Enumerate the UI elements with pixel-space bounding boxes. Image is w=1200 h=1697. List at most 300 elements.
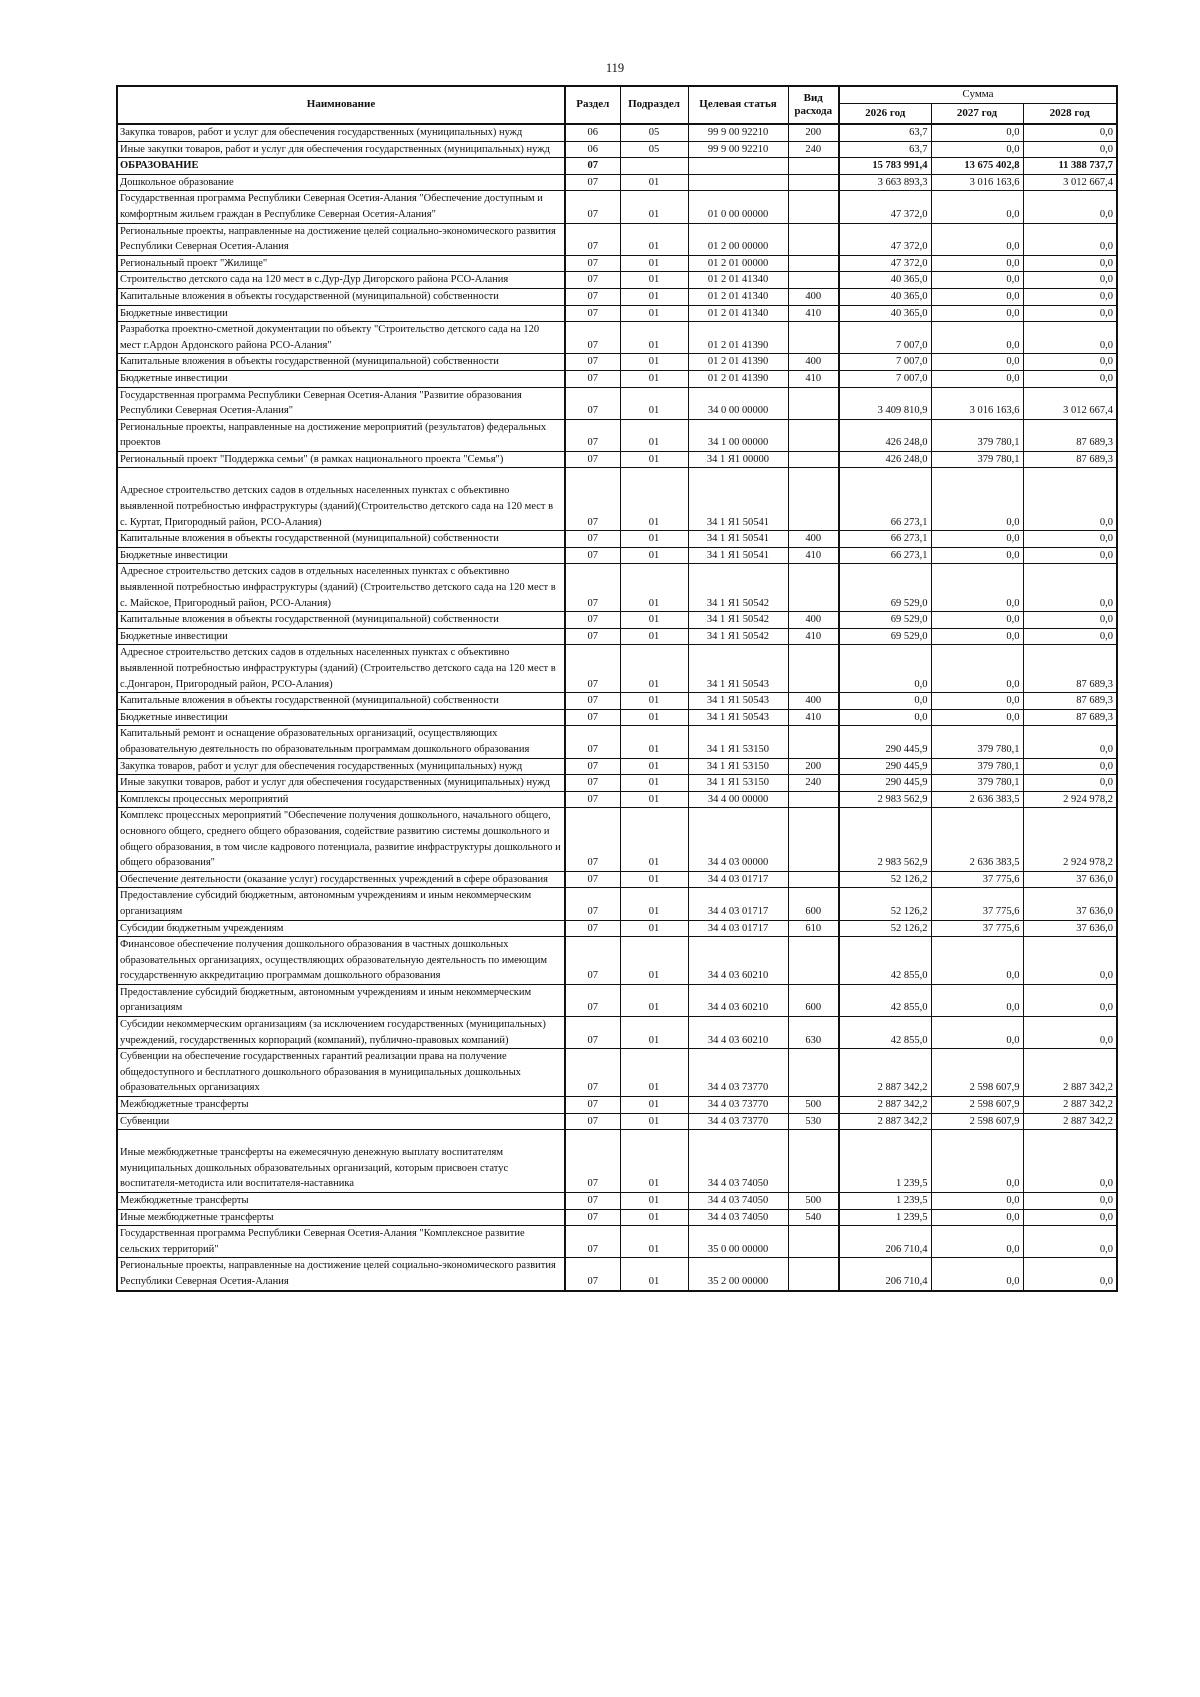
table-row: [117, 564, 1117, 612]
row-podrazdel: 01: [620, 255, 688, 272]
row-sum-2028: 0,0: [1023, 255, 1117, 272]
row-razdel: 07: [565, 387, 620, 419]
budget-table: [116, 85, 1118, 1292]
table-row: [117, 758, 1117, 775]
row-celevaya-statya: 34 1 Я1 53150: [688, 726, 788, 758]
row-vid-raskhoda: [788, 174, 839, 191]
row-sum-2026: 206 710,4: [839, 1258, 931, 1291]
table-row: [117, 288, 1117, 305]
table-row: [117, 1209, 1117, 1226]
row-podrazdel: 01: [620, 1193, 688, 1210]
row-celevaya-statya: 34 4 03 01717: [688, 888, 788, 920]
row-sum-2027: 0,0: [931, 370, 1023, 387]
row-razdel: 07: [565, 726, 620, 758]
row-name: Региональные проекты, направленные на достижение мероприятий (результатов) федеральных проектов: [117, 419, 565, 451]
row-sum-2028: 2 924 978,2: [1023, 791, 1117, 808]
row-celevaya-statya: 34 1 Я1 50542: [688, 628, 788, 645]
row-sum-2027: 0,0: [931, 288, 1023, 305]
table-row: [117, 808, 1117, 871]
row-sum-2028: 87 689,3: [1023, 709, 1117, 726]
table-row: [117, 871, 1117, 888]
row-celevaya-statya: 34 4 03 60210: [688, 1017, 788, 1049]
table-row: [117, 645, 1117, 693]
row-celevaya-statya: 34 1 Я1 50543: [688, 645, 788, 693]
row-sum-2026: 15 783 991,4: [839, 158, 931, 175]
row-name: Комплексы процессных мероприятий: [117, 791, 565, 808]
row-podrazdel: 01: [620, 272, 688, 289]
row-name: ОБРАЗОВАНИЕ: [117, 158, 565, 175]
table-row: [117, 920, 1117, 937]
row-name: Субсидии бюджетным учреждениям: [117, 920, 565, 937]
row-sum-2028: 0,0: [1023, 322, 1117, 354]
row-celevaya-statya: 99 9 00 92210: [688, 141, 788, 158]
row-sum-2028: 3 012 667,4: [1023, 174, 1117, 191]
row-sum-2026: 66 273,1: [839, 547, 931, 564]
row-vid-raskhoda: 530: [788, 1113, 839, 1130]
table-row: [117, 158, 1117, 175]
row-celevaya-statya: 35 0 00 00000: [688, 1226, 788, 1258]
row-vid-raskhoda: 410: [788, 628, 839, 645]
row-vid-raskhoda: 410: [788, 709, 839, 726]
row-podrazdel: 01: [620, 288, 688, 305]
row-celevaya-statya: 34 4 03 00000: [688, 808, 788, 871]
table-row: [117, 628, 1117, 645]
row-sum-2026: 52 126,2: [839, 871, 931, 888]
row-vid-raskhoda: [788, 223, 839, 255]
row-podrazdel: 01: [620, 354, 688, 371]
row-razdel: 07: [565, 531, 620, 548]
row-celevaya-statya: 01 2 01 41390: [688, 370, 788, 387]
row-vid-raskhoda: [788, 564, 839, 612]
row-podrazdel: 01: [620, 1130, 688, 1193]
row-sum-2026: 1 239,5: [839, 1193, 931, 1210]
row-vid-raskhoda: 610: [788, 920, 839, 937]
row-sum-2027: 2 598 607,9: [931, 1113, 1023, 1130]
row-podrazdel: 01: [620, 1226, 688, 1258]
row-vid-raskhoda: 200: [788, 124, 839, 141]
row-name: Региональный проект "Жилище": [117, 255, 565, 272]
table-row: [117, 223, 1117, 255]
row-razdel: 07: [565, 920, 620, 937]
table-row: [117, 612, 1117, 629]
table-row: [117, 419, 1117, 451]
row-sum-2027: 0,0: [931, 354, 1023, 371]
row-razdel: 07: [565, 1226, 620, 1258]
table-row: [117, 531, 1117, 548]
row-razdel: 07: [565, 354, 620, 371]
row-sum-2028: 37 636,0: [1023, 871, 1117, 888]
row-sum-2028: 87 689,3: [1023, 693, 1117, 710]
row-podrazdel: 01: [620, 775, 688, 792]
row-podrazdel: 01: [620, 370, 688, 387]
row-razdel: 07: [565, 322, 620, 354]
row-vid-raskhoda: [788, 871, 839, 888]
row-razdel: 07: [565, 628, 620, 645]
row-vid-raskhoda: [788, 1258, 839, 1291]
table-row: [117, 1193, 1117, 1210]
row-razdel: 07: [565, 547, 620, 564]
row-sum-2026: 2 887 342,2: [839, 1097, 931, 1114]
row-vid-raskhoda: 410: [788, 305, 839, 322]
table-row: [117, 726, 1117, 758]
page-number: 119: [605, 61, 625, 75]
row-sum-2027: 2 598 607,9: [931, 1049, 1023, 1097]
row-sum-2028: 0,0: [1023, 531, 1117, 548]
row-podrazdel: 01: [620, 791, 688, 808]
row-podrazdel: 01: [620, 305, 688, 322]
row-sum-2027: 0,0: [931, 124, 1023, 141]
row-vid-raskhoda: 500: [788, 1097, 839, 1114]
header-year-2026: 2026 год: [839, 104, 931, 125]
row-sum-2028: 87 689,3: [1023, 451, 1117, 468]
row-podrazdel: 01: [620, 871, 688, 888]
row-celevaya-statya: 34 1 Я1 50541: [688, 468, 788, 531]
row-vid-raskhoda: 400: [788, 531, 839, 548]
row-celevaya-statya: 35 2 00 00000: [688, 1258, 788, 1291]
row-razdel: 07: [565, 191, 620, 223]
row-podrazdel: 01: [620, 387, 688, 419]
row-sum-2026: 66 273,1: [839, 531, 931, 548]
row-sum-2027: 0,0: [931, 191, 1023, 223]
row-sum-2027: 0,0: [931, 141, 1023, 158]
row-sum-2028: 11 388 737,7: [1023, 158, 1117, 175]
row-celevaya-statya: 34 1 Я1 50542: [688, 564, 788, 612]
row-podrazdel: 01: [620, 451, 688, 468]
row-vid-raskhoda: 600: [788, 984, 839, 1016]
row-name: Закупка товаров, работ и услуг для обеспечения государственных (муниципальных) нужд: [117, 758, 565, 775]
row-vid-raskhoda: [788, 726, 839, 758]
row-sum-2027: 0,0: [931, 305, 1023, 322]
row-sum-2026: 3 409 810,9: [839, 387, 931, 419]
row-celevaya-statya: 34 4 00 00000: [688, 791, 788, 808]
row-sum-2027: 3 016 163,6: [931, 174, 1023, 191]
row-podrazdel: [620, 158, 688, 175]
row-celevaya-statya: 34 4 03 73770: [688, 1049, 788, 1097]
row-podrazdel: 01: [620, 1113, 688, 1130]
row-sum-2026: 42 855,0: [839, 937, 931, 985]
row-name: Дошкольное образование: [117, 174, 565, 191]
row-vid-raskhoda: [788, 322, 839, 354]
row-sum-2027: 379 780,1: [931, 775, 1023, 792]
row-podrazdel: 01: [620, 547, 688, 564]
row-name: Закупка товаров, работ и услуг для обеспечения государственных (муниципальных) нужд: [117, 124, 565, 141]
row-sum-2027: 0,0: [931, 1017, 1023, 1049]
row-razdel: 07: [565, 370, 620, 387]
row-name: Обеспечение деятельности (оказание услуг) государственных учреждений в сфере образования: [117, 871, 565, 888]
row-celevaya-statya: 99 9 00 92210: [688, 124, 788, 141]
row-podrazdel: 01: [620, 808, 688, 871]
row-name: Бюджетные инвестиции: [117, 628, 565, 645]
row-celevaya-statya: 34 4 03 60210: [688, 984, 788, 1016]
row-razdel: 07: [565, 709, 620, 726]
row-razdel: 07: [565, 775, 620, 792]
row-vid-raskhoda: 600: [788, 888, 839, 920]
row-razdel: 07: [565, 272, 620, 289]
row-sum-2028: 0,0: [1023, 141, 1117, 158]
row-podrazdel: 01: [620, 1209, 688, 1226]
row-name: Предоставление субсидий бюджетным, автономным учреждениям и иным некоммерческим организациям: [117, 888, 565, 920]
row-sum-2026: 42 855,0: [839, 984, 931, 1016]
row-sum-2028: 0,0: [1023, 354, 1117, 371]
table-row: [117, 693, 1117, 710]
table-row: [117, 1226, 1117, 1258]
row-name: Адресное строительство детских садов в отдельных населенных пунктах с объективно выявленной потребностью инфраструктуры (зданий)(Строительство детского сада на 120 мест в с. Куртат, Пригородный район, РСО-Алания): [117, 468, 565, 531]
row-sum-2026: 47 372,0: [839, 255, 931, 272]
row-sum-2028: 0,0: [1023, 1226, 1117, 1258]
row-razdel: 07: [565, 174, 620, 191]
row-name: Адресное строительство детских садов в отдельных населенных пунктах с объективно выявленной потребностью инфраструктуры (зданий) (Строительство детского сада на 120 мест в с.Донгарон, Пригородный район, РСО-Алания): [117, 645, 565, 693]
row-podrazdel: 01: [620, 693, 688, 710]
row-razdel: 07: [565, 255, 620, 272]
table-row: [117, 305, 1117, 322]
row-podrazdel: 01: [620, 223, 688, 255]
row-sum-2027: 379 780,1: [931, 726, 1023, 758]
row-name: Капитальный ремонт и оснащение образовательных организаций, осуществляющих образовательную деятельность по образовательным программам дошкольного образования: [117, 726, 565, 758]
row-sum-2028: 0,0: [1023, 547, 1117, 564]
row-sum-2028: 0,0: [1023, 1193, 1117, 1210]
row-name: Межбюджетные трансферты: [117, 1097, 565, 1114]
row-sum-2028: 0,0: [1023, 272, 1117, 289]
table-row: [117, 1113, 1117, 1130]
row-name: Субвенции: [117, 1113, 565, 1130]
row-sum-2027: 37 775,6: [931, 888, 1023, 920]
row-podrazdel: 01: [620, 322, 688, 354]
row-sum-2027: 0,0: [931, 628, 1023, 645]
row-vid-raskhoda: 240: [788, 775, 839, 792]
header-year-2027: 2027 год: [931, 104, 1023, 125]
row-name: Строительство детского сада на 120 мест в с.Дур-Дур Дигорского района РСО-Алания: [117, 272, 565, 289]
row-vid-raskhoda: [788, 1226, 839, 1258]
row-sum-2028: 37 636,0: [1023, 920, 1117, 937]
row-sum-2026: 7 007,0: [839, 370, 931, 387]
header-row: [117, 86, 1117, 104]
row-podrazdel: 01: [620, 709, 688, 726]
row-name: Иные закупки товаров, работ и услуг для обеспечения государственных (муниципальных) нужд: [117, 141, 565, 158]
row-razdel: 07: [565, 808, 620, 871]
table-row: [117, 984, 1117, 1016]
row-celevaya-statya: 34 1 Я1 53150: [688, 775, 788, 792]
row-name: Субсидии некоммерческим организациям (за исключением государственных (муниципальных) учреждений, государственных корпораций (компаний), публично-правовых компаний): [117, 1017, 565, 1049]
row-celevaya-statya: 34 1 00 00000: [688, 419, 788, 451]
row-celevaya-statya: 34 4 03 01717: [688, 920, 788, 937]
row-vid-raskhoda: 400: [788, 288, 839, 305]
row-podrazdel: 01: [620, 564, 688, 612]
row-podrazdel: 01: [620, 612, 688, 629]
row-podrazdel: 01: [620, 645, 688, 693]
row-name: Региональный проект "Поддержка семьи" (в рамках национального проекта "Семья"): [117, 451, 565, 468]
row-sum-2027: 0,0: [931, 547, 1023, 564]
row-razdel: 07: [565, 1209, 620, 1226]
row-celevaya-statya: 34 4 03 60210: [688, 937, 788, 985]
table-row: [117, 1049, 1117, 1097]
row-celevaya-statya: 34 4 03 73770: [688, 1097, 788, 1114]
row-podrazdel: 01: [620, 888, 688, 920]
row-sum-2027: 0,0: [931, 984, 1023, 1016]
table-row: [117, 937, 1117, 985]
row-sum-2028: 2 887 342,2: [1023, 1113, 1117, 1130]
row-sum-2026: 2 983 562,9: [839, 808, 931, 871]
row-sum-2028: 87 689,3: [1023, 419, 1117, 451]
header-vid: Вид расхода: [788, 86, 839, 124]
row-sum-2027: 3 016 163,6: [931, 387, 1023, 419]
row-vid-raskhoda: 200: [788, 758, 839, 775]
row-name: Комплекс процессных мероприятий "Обеспечение получения дошкольного, начального общего, основного общего, среднего общего образования, содействие развитию системы дошкольного и общего образования, в том числе кадрового потенциала, развитие инфраструктуры дошкольного и общего образования": [117, 808, 565, 871]
row-sum-2026: 47 372,0: [839, 223, 931, 255]
table-row: [117, 451, 1117, 468]
table-row: [117, 468, 1117, 531]
row-name: Капитальные вложения в объекты государственной (муниципальной) собственности: [117, 531, 565, 548]
table-row: [117, 354, 1117, 371]
row-podrazdel: 01: [620, 984, 688, 1016]
row-sum-2028: 0,0: [1023, 468, 1117, 531]
row-razdel: 07: [565, 871, 620, 888]
row-sum-2027: 0,0: [931, 1193, 1023, 1210]
row-celevaya-statya: 01 2 01 41340: [688, 288, 788, 305]
row-sum-2026: 63,7: [839, 141, 931, 158]
row-sum-2026: 69 529,0: [839, 564, 931, 612]
row-vid-raskhoda: [788, 387, 839, 419]
row-razdel: 07: [565, 612, 620, 629]
row-razdel: 07: [565, 419, 620, 451]
row-sum-2026: 2 983 562,9: [839, 791, 931, 808]
row-podrazdel: 01: [620, 628, 688, 645]
row-sum-2026: 40 365,0: [839, 272, 931, 289]
row-sum-2026: 40 365,0: [839, 288, 931, 305]
row-sum-2028: 0,0: [1023, 726, 1117, 758]
row-sum-2028: 2 924 978,2: [1023, 808, 1117, 871]
row-sum-2027: 0,0: [931, 709, 1023, 726]
row-sum-2026: 290 445,9: [839, 726, 931, 758]
row-razdel: 07: [565, 1193, 620, 1210]
row-podrazdel: 01: [620, 191, 688, 223]
row-celevaya-statya: 01 2 01 41340: [688, 305, 788, 322]
row-vid-raskhoda: [788, 451, 839, 468]
row-sum-2028: 0,0: [1023, 1130, 1117, 1193]
row-celevaya-statya: [688, 174, 788, 191]
row-sum-2026: 2 887 342,2: [839, 1113, 931, 1130]
row-name: Бюджетные инвестиции: [117, 305, 565, 322]
row-vid-raskhoda: [788, 158, 839, 175]
row-sum-2027: 0,0: [931, 937, 1023, 985]
row-sum-2028: 0,0: [1023, 370, 1117, 387]
table-row: [117, 1017, 1117, 1049]
row-vid-raskhoda: [788, 419, 839, 451]
row-celevaya-statya: 34 1 Я1 00000: [688, 451, 788, 468]
row-celevaya-statya: 01 0 00 00000: [688, 191, 788, 223]
row-razdel: 07: [565, 888, 620, 920]
row-sum-2026: 0,0: [839, 645, 931, 693]
row-vid-raskhoda: 400: [788, 693, 839, 710]
row-sum-2027: 2 636 383,5: [931, 791, 1023, 808]
row-sum-2026: 7 007,0: [839, 354, 931, 371]
row-sum-2026: 2 887 342,2: [839, 1049, 931, 1097]
row-sum-2027: 0,0: [931, 645, 1023, 693]
row-razdel: 07: [565, 1113, 620, 1130]
row-sum-2027: 0,0: [931, 322, 1023, 354]
row-razdel: 07: [565, 984, 620, 1016]
row-name: Региональные проекты, направленные на достижение целей социально-экономического развития Республики Северная Осетия-Алания: [117, 223, 565, 255]
row-celevaya-statya: 01 2 01 41340: [688, 272, 788, 289]
row-sum-2026: 0,0: [839, 693, 931, 710]
row-celevaya-statya: 34 1 Я1 50543: [688, 693, 788, 710]
row-vid-raskhoda: [788, 272, 839, 289]
table-row: [117, 141, 1117, 158]
row-razdel: 07: [565, 1258, 620, 1291]
row-razdel: 07: [565, 1130, 620, 1193]
row-sum-2026: 426 248,0: [839, 451, 931, 468]
row-sum-2028: 0,0: [1023, 124, 1117, 141]
table-row: [117, 709, 1117, 726]
row-sum-2026: 290 445,9: [839, 758, 931, 775]
row-sum-2028: 0,0: [1023, 1258, 1117, 1291]
row-name: Капитальные вложения в объекты государственной (муниципальной) собственности: [117, 288, 565, 305]
row-sum-2026: 42 855,0: [839, 1017, 931, 1049]
table-row: [117, 791, 1117, 808]
row-sum-2026: 206 710,4: [839, 1226, 931, 1258]
row-vid-raskhoda: 410: [788, 547, 839, 564]
row-name: Финансовое обеспечение получения дошкольного образования в частных дошкольных образовательных организациях, осуществляющих образовательную деятельность по имеющим государственную аккредитацию программам дошкольного образования: [117, 937, 565, 985]
row-razdel: 06: [565, 141, 620, 158]
row-sum-2027: 13 675 402,8: [931, 158, 1023, 175]
row-sum-2028: 0,0: [1023, 564, 1117, 612]
row-sum-2026: 290 445,9: [839, 775, 931, 792]
row-vid-raskhoda: [788, 808, 839, 871]
row-sum-2028: 0,0: [1023, 305, 1117, 322]
row-celevaya-statya: 34 4 03 74050: [688, 1193, 788, 1210]
row-name: Иные закупки товаров, работ и услуг для обеспечения государственных (муниципальных) нужд: [117, 775, 565, 792]
row-razdel: 07: [565, 451, 620, 468]
row-sum-2026: 63,7: [839, 124, 931, 141]
row-sum-2028: 3 012 667,4: [1023, 387, 1117, 419]
row-sum-2027: 0,0: [931, 531, 1023, 548]
row-razdel: 07: [565, 1097, 620, 1114]
row-vid-raskhoda: 240: [788, 141, 839, 158]
row-sum-2026: 1 239,5: [839, 1130, 931, 1193]
row-podrazdel: 01: [620, 1049, 688, 1097]
row-sum-2027: 379 780,1: [931, 419, 1023, 451]
row-celevaya-statya: 01 2 01 41390: [688, 322, 788, 354]
row-razdel: 07: [565, 693, 620, 710]
header-summa: Сумма: [839, 86, 1117, 104]
row-celevaya-statya: 34 1 Я1 50543: [688, 709, 788, 726]
row-name: Разработка проектно-сметной документации по объекту "Строительство детского сада на 120 мест г.Ардон Ардонского района РСО-Алания": [117, 322, 565, 354]
row-celevaya-statya: 34 1 Я1 50542: [688, 612, 788, 629]
row-name: Предоставление субсидий бюджетным, автономным учреждениям и иным некоммерческим организациям: [117, 984, 565, 1016]
row-sum-2027: 0,0: [931, 1226, 1023, 1258]
row-sum-2027: 0,0: [931, 1258, 1023, 1291]
row-name: Капитальные вложения в объекты государственной (муниципальной) собственности: [117, 612, 565, 629]
row-name: Государственная программа Республики Северная Осетия-Алания "Развитие образования Республики Северная Осетия-Алания": [117, 387, 565, 419]
row-sum-2028: 87 689,3: [1023, 645, 1117, 693]
row-name: Государственная программа Республики Северная Осетия-Алания "Обеспечение доступным и комфортным жильем граждан в Республике Северная Осетия-Алания": [117, 191, 565, 223]
row-razdel: 06: [565, 124, 620, 141]
row-name: Бюджетные инвестиции: [117, 709, 565, 726]
row-vid-raskhoda: 400: [788, 354, 839, 371]
row-celevaya-statya: 34 4 03 74050: [688, 1209, 788, 1226]
table-row: [117, 387, 1117, 419]
row-vid-raskhoda: [788, 645, 839, 693]
row-name: Иные межбюджетные трансферты: [117, 1209, 565, 1226]
row-podrazdel: 01: [620, 758, 688, 775]
table-row: [117, 888, 1117, 920]
header-celevaya: Целевая статья: [688, 86, 788, 124]
table-row: [117, 1258, 1117, 1291]
row-name: Бюджетные инвестиции: [117, 370, 565, 387]
row-sum-2027: 0,0: [931, 272, 1023, 289]
row-sum-2026: 0,0: [839, 709, 931, 726]
table-row: [117, 174, 1117, 191]
row-name: Государственная программа Республики Северная Осетия-Алания "Комплексное развитие сельских территорий": [117, 1226, 565, 1258]
